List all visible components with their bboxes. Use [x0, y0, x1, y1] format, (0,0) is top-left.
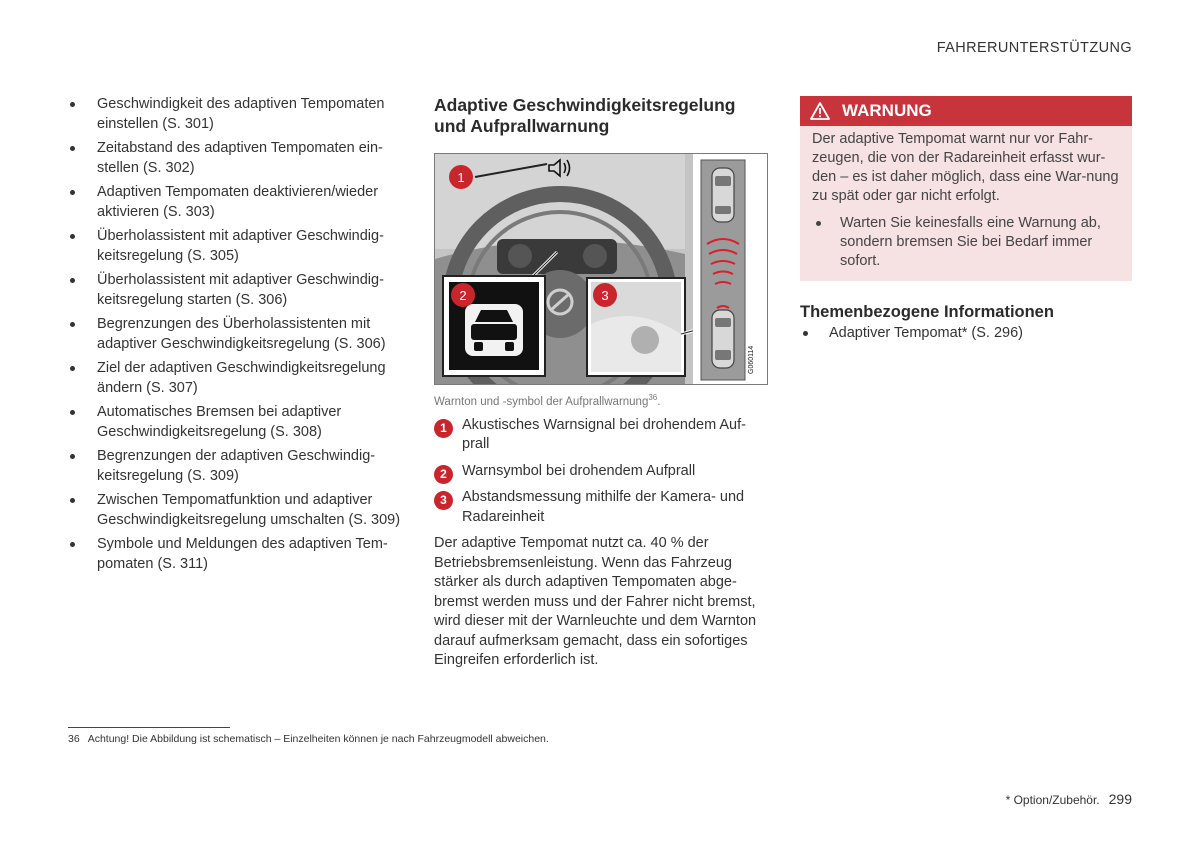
svg-text:1: 1: [457, 170, 465, 185]
option-note: * Option/Zubehör.: [1005, 793, 1100, 807]
middle-column: [434, 95, 768, 671]
callout-legend: [434, 416, 768, 528]
svg-text:3: 3: [601, 288, 609, 303]
callout-1: [449, 165, 473, 189]
list-item[interactable]: Geschwindigkeit des adaptiven Tempomaten einstellen (S. 301): [68, 95, 404, 134]
warning-title: WARNUNG: [842, 101, 932, 120]
callout-badge: 3: [434, 491, 453, 510]
section-heading: Adaptive Geschwindigkeitsregelung und Aufprallwarnung: [434, 95, 736, 136]
warning-body: [800, 126, 1132, 281]
page-footer: [1006, 791, 1132, 807]
footnote-number: 36: [68, 733, 80, 745]
related-link[interactable]: Adaptiver Tempomat* (S. 296): [800, 324, 1132, 344]
list-item[interactable]: Symbole und Meldungen des adaptiven Tem-pomaten (S. 311): [68, 535, 404, 574]
svg-text:2: 2: [459, 288, 467, 303]
warning-box: [800, 96, 1132, 281]
callout-badge: 2: [434, 465, 453, 484]
related-heading: Themenbezogene Informationen: [800, 303, 1054, 321]
list-item[interactable]: Zeitabstand des adaptiven Tempomaten ein-stellen (S. 302): [68, 139, 404, 178]
car-front-icon: [465, 304, 523, 356]
footnote-divider: [68, 727, 230, 728]
image-code: G060114: [748, 345, 755, 374]
body-paragraph: Der adaptive Tempomat nutzt ca. 40 % der Betriebsbremsenleistung. Wenn das Fahrzeug stärker als durch adaptiven Tempomaten abge-bremst werden muss und der Fahrer nicht bremst, wird dieser mit der Warnleuchte und dem Warnton darauf aufmerksam gemacht, dass ein sofortiges Eingreifen erforderlich ist.: [434, 535, 757, 669]
list-item[interactable]: Begrenzungen des Überholassistenten mit adaptiver Geschwindigkeitsregelung (S. 306): [68, 315, 404, 354]
list-item[interactable]: Adaptiven Tempomaten deaktivieren/wieder aktivieren (S. 303): [68, 183, 404, 222]
legend-item: 1 Akustisches Warnsignal bei drohendem Auf-prall: [434, 416, 768, 455]
legend-item: 3 Abstandsmessung mithilfe der Kamera- und Radareinheit: [434, 488, 768, 527]
footnote-text: Achtung! Die Abbildung ist schematisch – Einzelheiten können je nach Fahrzeugmodell abweichen.: [87, 733, 549, 745]
callout-3: [593, 283, 617, 307]
right-column: [800, 96, 1132, 344]
list-item[interactable]: Automatisches Bremsen bei adaptiver Geschwindigkeitsregelung (S. 308): [68, 403, 404, 442]
callout-2: [451, 283, 475, 307]
collision-warning-illustration: [434, 153, 768, 385]
warning-header: [800, 96, 1132, 126]
section-title: FAHRERUNTERSTÜTZUNG: [936, 40, 1132, 56]
left-column: [68, 95, 404, 579]
illustration-svg: [435, 154, 767, 384]
footnote: [68, 733, 549, 745]
list-item[interactable]: Ziel der adaptiven Geschwindigkeitsregelung ändern (S. 307): [68, 359, 404, 398]
warning-triangle-icon: [810, 102, 830, 120]
related-links-list: [68, 95, 404, 574]
list-item[interactable]: Begrenzungen der adaptiven Geschwindig-keitsregelung (S. 309): [68, 447, 404, 486]
list-item[interactable]: Zwischen Tempomatfunktion und adaptiver Geschwindigkeitsregelung umschalten (S. 309): [68, 491, 404, 530]
legend-item: 2 Warnsymbol bei drohendem Aufprall: [434, 462, 768, 482]
figure-caption: Warnton und -symbol der Aufprallwarnung$^{36}$.: [434, 393, 661, 408]
warning-text: Der adaptive Tempomat warnt nur vor Fahr-zeugen, die von der Radareinheit erfasst wur-den – es ist daher möglich, dass eine War-nung zu spät oder gar nicht erfolgt.: [812, 131, 1119, 204]
list-item[interactable]: Überholassistent mit adaptiver Geschwindig-keitsregelung starten (S. 306): [68, 271, 404, 310]
warning-bullet: Warten Sie keinesfalls eine Warnung ab, sondern bremsen Sie bei Bedarf immer sofort.: [812, 214, 1120, 271]
page-number: 299: [1108, 791, 1132, 807]
footnote-ref[interactable]: 36: [648, 393, 658, 402]
list-item[interactable]: Überholassistent mit adaptiver Geschwindig-keitsregelung (S. 305): [68, 227, 404, 266]
callout-badge: 1: [434, 419, 453, 438]
